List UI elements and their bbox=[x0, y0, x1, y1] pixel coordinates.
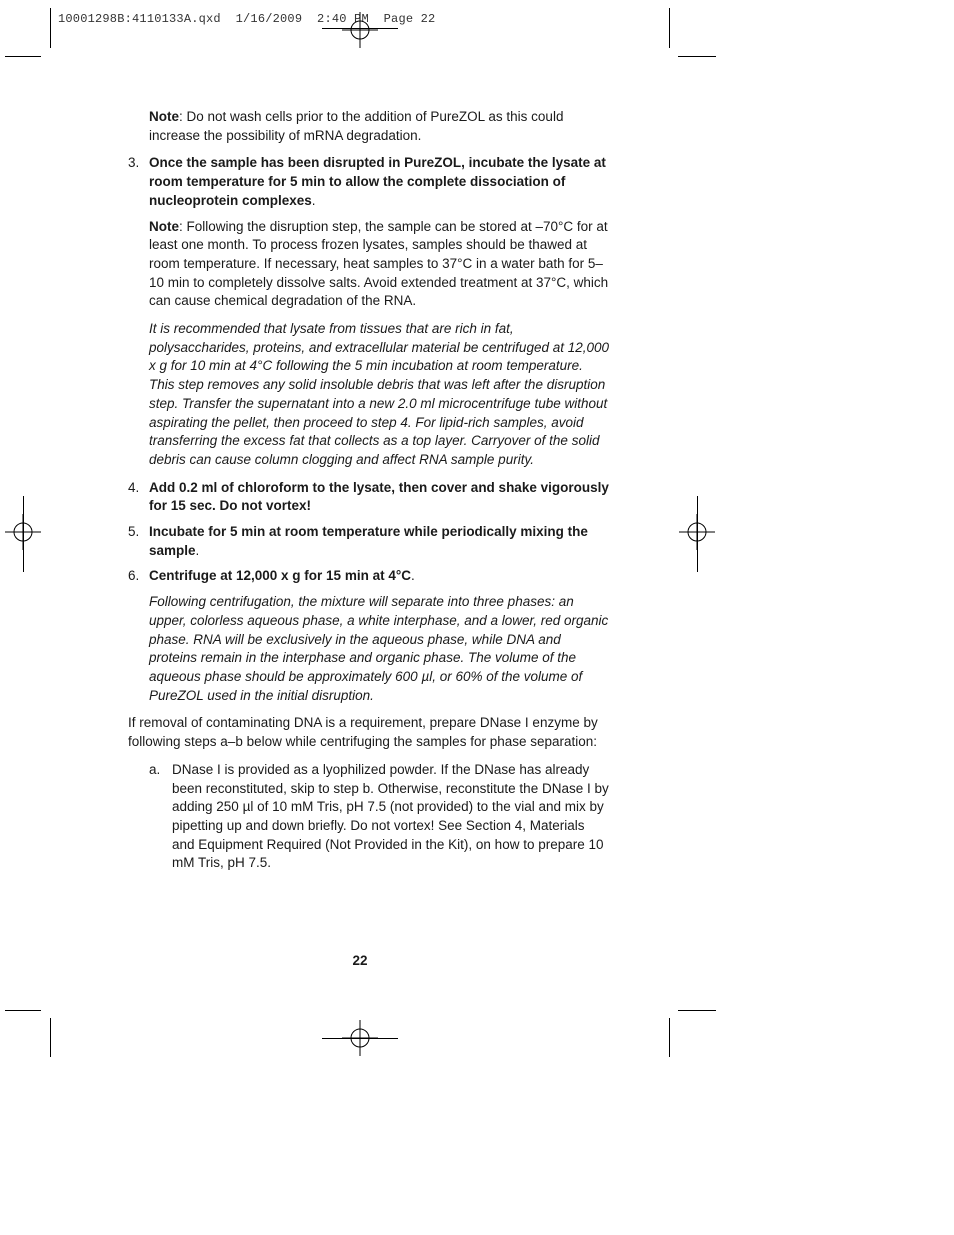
step-number: 6. bbox=[128, 568, 140, 584]
step-tail: . bbox=[410, 568, 415, 584]
step-instruction: Incubate for 5 min at room temperature while periodically mixing the sample bbox=[149, 524, 588, 558]
step-number: 3. bbox=[128, 155, 140, 171]
crop-mark-top-right-vertical bbox=[669, 8, 670, 48]
italic-paragraph-1: It is recommended that lysate from tissues that are rich in fat, polysaccharides, proteins, and extracellular material be centrifuged at 12,000 x g for 10 min at 4°C following the 5 min incubation at room temperature. This step removes any solid insoluble debris that was left after the disruption step. Transfer the supernatant into a new 2.0 ml microcentrifuge tube without aspirating the pellet, then proceed to step 4. For lipid-rich samples, avoid transferring the excess fat that collects as a top layer. Carryover of the solid debris can cause column clogging and affect RNA sample purity. bbox=[149, 321, 610, 467]
crop-mark-bottom-right-vertical bbox=[669, 1018, 670, 1057]
document-body bbox=[128, 108, 610, 873]
crop-mark-top-left-vertical bbox=[50, 8, 51, 48]
registration-line-right bbox=[697, 496, 698, 572]
step-5 bbox=[128, 523, 610, 560]
registration-mark-top-icon bbox=[342, 12, 378, 48]
step-tail: . bbox=[195, 542, 200, 558]
dnase-intro-paragraph: If removal of contaminating DNA is a requirement, prepare DNase I enzyme by following steps a–b below while centrifuging the samples for phase separation: bbox=[128, 715, 598, 750]
crop-mark-bottom-left-vertical bbox=[50, 1018, 51, 1057]
note-paragraph-1 bbox=[128, 108, 610, 145]
registration-line-top bbox=[322, 28, 398, 29]
note-text: : Following the disruption step, the sample can be stored at –70°C for at least one month. To process frozen lysates, samples should be thawed at room temperature. If necessary, heat samples to 37°C in a water bath for 5–10 min to completely dissolve salts. Avoid extended treatment at 37°C, which can cause chemical degradation of the RNA. bbox=[149, 218, 609, 309]
note-label: Note bbox=[149, 218, 179, 234]
step-instruction: Centrifuge at 12,000 x g for 15 min at 4°C bbox=[149, 568, 411, 584]
crop-mark-top-right-horizontal bbox=[678, 56, 716, 57]
italic-paragraph-2: Following centrifugation, the mixture will separate into three phases: an upper, colorless aqueous phase, a white interphase, and a lower, red organic phase. RNA will be exclusively in the aqueous phase, while DNA and proteins remain in the interphase and organic phase. The volume of the aqueous phase should be approximately 600 µl, or 60% of the volume of PureZOL used in the initial disruption. bbox=[149, 594, 609, 703]
step-instruction: Add 0.2 ml of chloroform to the lysate, then cover and shake vigorously for 15 sec. Do not vortex! bbox=[149, 479, 609, 514]
note-label: Note bbox=[149, 109, 179, 124]
crop-mark-top-left-horizontal bbox=[5, 56, 41, 57]
registration-line-left bbox=[23, 496, 24, 572]
note-text: : Do not wash cells prior to the addition of PureZOL as this could increase the possibility of mRNA degradation. bbox=[149, 109, 564, 143]
substep-a bbox=[128, 761, 610, 873]
step-4 bbox=[128, 479, 610, 516]
print-slug-line: 10001298B:4110133A.qxd 1/16/2009 2:40 PM Page 22 bbox=[58, 12, 436, 26]
step-number: 4. bbox=[128, 479, 140, 495]
crop-mark-bottom-left-horizontal bbox=[5, 1010, 41, 1011]
substep-text: DNase I is provided as a lyophilized powder. If the DNase has already been reconstituted, skip to step b. Otherwise, reconstitute the DNase I by adding 250 µl of 10 mM Tris, pH 7.5 (not provided) to the vial and mix by pipetting up and down briefly. Do not vortex! See Section 4, Materials and Equipment Required (Not Provided in the Kit), on how to prepare 10 mM Tris, pH 7.5. bbox=[172, 761, 609, 871]
registration-line-bottom bbox=[322, 1038, 398, 1039]
step-number: 5. bbox=[128, 524, 140, 540]
page-number: 22 bbox=[352, 953, 368, 968]
step-6 bbox=[128, 567, 610, 586]
note-paragraph-2 bbox=[128, 218, 610, 312]
step-3 bbox=[128, 154, 610, 210]
crop-mark-bottom-right-horizontal bbox=[678, 1010, 716, 1011]
step-tail: . bbox=[311, 192, 316, 208]
step-instruction: Once the sample has been disrupted in PureZOL, incubate the lysate at room temperature for 5 min to allow the complete dissociation of nucleoprotein complexes bbox=[149, 155, 606, 208]
substep-label: a. bbox=[149, 761, 161, 777]
